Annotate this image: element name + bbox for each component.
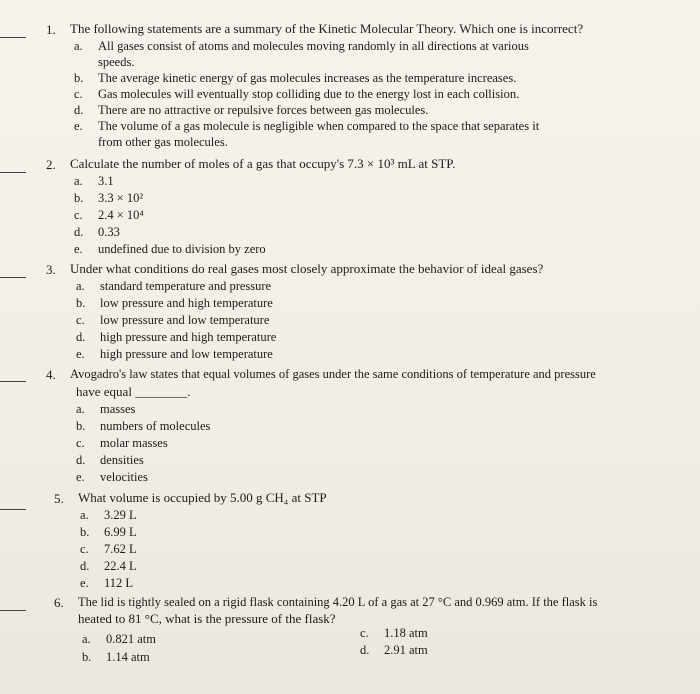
q3-option-b: [76, 296, 273, 311]
option-text: 3.3 × 10²: [98, 191, 144, 205]
question-number-1: 1.: [46, 22, 56, 37]
q5-option-e: [80, 576, 133, 591]
option-letter: e.: [74, 242, 83, 256]
q5-option-b: [80, 525, 137, 540]
option-letter: e.: [76, 470, 85, 484]
option-text: The average kinetic energy of gas molecules increases as the temperature increases.: [98, 71, 517, 85]
option-letter: d.: [74, 225, 84, 239]
q6-option-d: [360, 643, 428, 658]
option-letter: d.: [74, 103, 84, 117]
option-text: Gas molecules will eventually stop colliding due to the energy lost in each collision.: [98, 87, 520, 101]
q4-option-d: [76, 453, 144, 468]
option-letter: a.: [76, 279, 85, 293]
option-text: 22.4 L: [104, 559, 137, 573]
option-text: 0.821 atm: [106, 632, 156, 646]
option-letter: e.: [74, 119, 83, 133]
answer-blank-2: [0, 172, 26, 173]
option-letter: d.: [360, 643, 370, 657]
option-text: 1.18 atm: [384, 626, 428, 640]
option-text: 7.62 L: [104, 542, 137, 556]
q4-option-a: [76, 402, 135, 417]
option-letter: a.: [74, 174, 83, 188]
question-number-6: 6.: [54, 595, 64, 610]
q1-option-d: [74, 103, 428, 118]
option-letter: d.: [76, 453, 86, 467]
answer-blank-5: [0, 509, 26, 510]
option-letter: c.: [76, 313, 85, 327]
option-letter: c.: [74, 208, 83, 222]
option-text: The volume of a gas molecule is negligible when compared to the space that separates it: [98, 119, 540, 133]
option-letter: a.: [74, 39, 83, 53]
question-text-6: The lid is tightly sealed on a rigid flask containing 4.20 L of a gas at 27 °C and 0.969 atm. If the flask is: [78, 595, 598, 609]
q5-option-c: [80, 542, 137, 557]
q2-option-a: [74, 174, 114, 189]
option-letter: c.: [74, 87, 83, 101]
option-letter: b.: [76, 296, 86, 310]
question-text-3: Under what conditions do real gases most closely approximate the behavior of ideal gases?: [70, 261, 544, 276]
option-letter: b.: [74, 191, 84, 205]
option-letter: d.: [76, 330, 86, 344]
option-letter: a.: [80, 508, 89, 522]
option-letter: e.: [80, 576, 89, 590]
option-letter: b.: [76, 419, 86, 433]
option-letter: c.: [360, 626, 369, 640]
question-text-6-cont: heated to 81 °C, what is the pressure of the flask?: [78, 611, 336, 626]
option-text: 3.29 L: [104, 508, 137, 522]
q2-option-b: [74, 191, 143, 206]
option-letter: b.: [74, 71, 84, 85]
option-text: 1.14 atm: [106, 650, 150, 664]
q5-option-a: [80, 508, 137, 523]
question-number-2: 2.: [46, 157, 56, 172]
q6-option-b: [82, 650, 150, 665]
option-text: low pressure and low temperature: [100, 313, 270, 327]
option-letter: a.: [76, 402, 85, 416]
option-text: There are no attractive or repulsive forces between gas molecules.: [98, 103, 429, 117]
option-text: velocities: [100, 470, 148, 484]
option-text: molar masses: [100, 436, 168, 450]
option-text: 2.91 atm: [384, 643, 428, 657]
option-text: low pressure and high temperature: [100, 296, 273, 310]
answer-blank-3: [0, 277, 26, 278]
answer-blank-6: [0, 610, 26, 611]
question-number-3: 3.: [46, 262, 56, 277]
q6-option-c: [360, 626, 428, 641]
question-text-1: The following statements are a summary of the Kinetic Molecular Theory. Which one is incorrect?: [70, 21, 584, 36]
option-letter: b.: [82, 650, 92, 664]
q3-option-a: [76, 279, 271, 294]
option-letter: d.: [80, 559, 90, 573]
option-letter: a.: [82, 632, 91, 646]
option-text: 3.1: [98, 174, 114, 188]
answer-blank-4: [0, 381, 26, 382]
option-text: All gases consist of atoms and molecules moving randomly in all directions at various: [98, 39, 529, 53]
question-text-4: Avogadro's law states that equal volumes of gases under the same conditions of temperature and pressure: [70, 367, 596, 381]
q1-option-a-cont: speeds.: [98, 55, 135, 69]
q4-option-c: [76, 436, 168, 451]
option-text: standard temperature and pressure: [100, 279, 272, 293]
q5-option-d: [80, 559, 137, 574]
answer-blank-1: [0, 37, 26, 38]
option-letter: c.: [80, 542, 89, 556]
option-text: 0.33: [98, 225, 120, 239]
option-text: densities: [100, 453, 144, 467]
q1-option-c: [74, 87, 519, 102]
option-text: 6.99 L: [104, 525, 137, 539]
option-text: 112 L: [104, 576, 134, 590]
q4-option-e: [76, 470, 148, 485]
q2-option-e: [74, 242, 266, 257]
question-text-4-cont: have equal ________.: [76, 384, 191, 399]
q2-option-c: [74, 208, 144, 223]
q1-option-e: [74, 119, 539, 134]
q3-option-c: [76, 313, 269, 328]
q3-option-e: [76, 347, 273, 362]
q6-option-a: [82, 632, 156, 647]
question-text-2: Calculate the number of moles of a gas that occupy's 7.3 × 10³ mL at STP.: [70, 156, 456, 171]
q1-option-b: [74, 71, 516, 86]
option-text: numbers of molecules: [100, 419, 211, 433]
option-letter: b.: [80, 525, 90, 539]
q1-option-e-cont: from other gas molecules.: [98, 135, 228, 149]
question-number-4: 4.: [46, 367, 56, 382]
q4-option-b: [76, 419, 210, 434]
option-text: 2.4 × 10⁴: [98, 208, 144, 222]
option-text: undefined due to division by zero: [98, 242, 266, 256]
q3-option-d: [76, 330, 276, 345]
option-letter: c.: [76, 436, 85, 450]
q1-option-a: [74, 39, 529, 54]
option-text: masses: [100, 402, 136, 416]
question-number-5: 5.: [54, 491, 64, 506]
option-text: high pressure and low temperature: [100, 347, 273, 361]
option-text: high pressure and high temperature: [100, 330, 277, 344]
option-letter: e.: [76, 347, 85, 361]
question-text-5: What volume is occupied by 5.00 g CH₄ at STP: [78, 490, 327, 505]
q2-option-d: [74, 225, 120, 240]
